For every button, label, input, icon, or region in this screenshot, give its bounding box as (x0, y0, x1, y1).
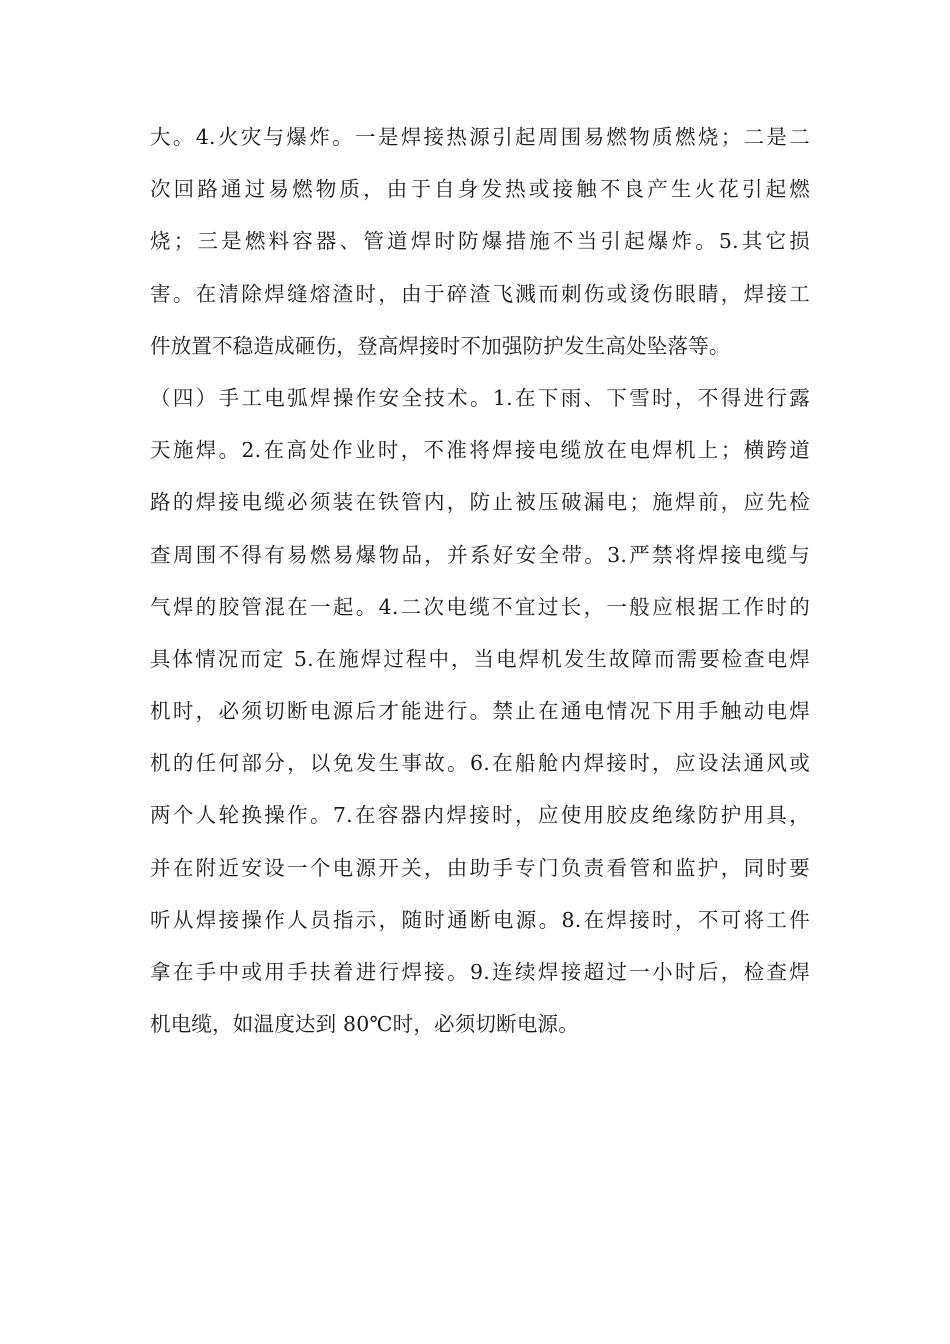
text-line-3: 烧；三是燃料容器、管道焊时防爆措施不当引起爆炸。5.其它损 (150, 229, 810, 254)
text-line-13: 机的任何部分，以免发生事故。6.在船舱内焊接时，应设法通风或 (150, 751, 810, 776)
text-line-4: 害。在清除焊缝熔渣时，由于碎渣飞溅而刺伤或烫伤眼睛，焊接工 (150, 281, 810, 306)
text-line-14: 两个人轮换操作。7.在容器内焊接时，应使用胶皮绝缘防护用具， (150, 803, 810, 828)
text-line-17: 拿在手中或用手扶着进行焊接。9.连续焊接超过一小时后，检查焊 (150, 960, 810, 984)
text-line-6: （四）手工电弧焊操作安全技术。1.在下雨、下雪时，不得进行露 (150, 385, 810, 410)
text-line-10: 气焊的胶管混在一起。4.二次电缆不宜过长，一般应根据工作时的 (150, 594, 810, 619)
text-line-5: 件放置不稳造成砸伤，登高焊接时不加强防护发生高处坠落等。 (150, 333, 730, 358)
text-line-8: 路的焊接电缆必须装在铁管内，防止被压破漏电；施焊前，应先检 (150, 490, 810, 515)
text-line-9: 查周围不得有易燃易爆物品，并系好安全带。3.严禁将焊接电缆与 (150, 542, 810, 567)
text-line-15: 并在附近安设一个电源开关，由助手专门负责看管和监护，同时要 (150, 855, 810, 880)
text-line-16: 听从焊接操作人员指示，随时通断电源。8.在焊接时，不可将工件 (150, 907, 810, 932)
text-line-2: 次回路通过易燃物质，由于自身发热或接触不良产生火花引起燃 (150, 177, 810, 202)
text-line-11: 具体情况而定 5.在施焊过程中，当电焊机发生故障而需要检查电焊 (150, 646, 810, 671)
text-line-12: 机时，必须切断电源后才能进行。禁止在通电情况下用手触动电焊 (150, 699, 810, 724)
text-line-18: 机电缆，如温度达到 80℃时，必须切断电源。 (150, 1012, 579, 1037)
body-text (150, 114, 810, 1053)
text-line-7: 天施焊。2.在高处作业时，不准将焊接电缆放在电焊机上；横跨道 (150, 438, 810, 463)
text-line-1: 大。4.火灾与爆炸。一是焊接热源引起周围易燃物质燃烧；二是二 (150, 125, 810, 149)
